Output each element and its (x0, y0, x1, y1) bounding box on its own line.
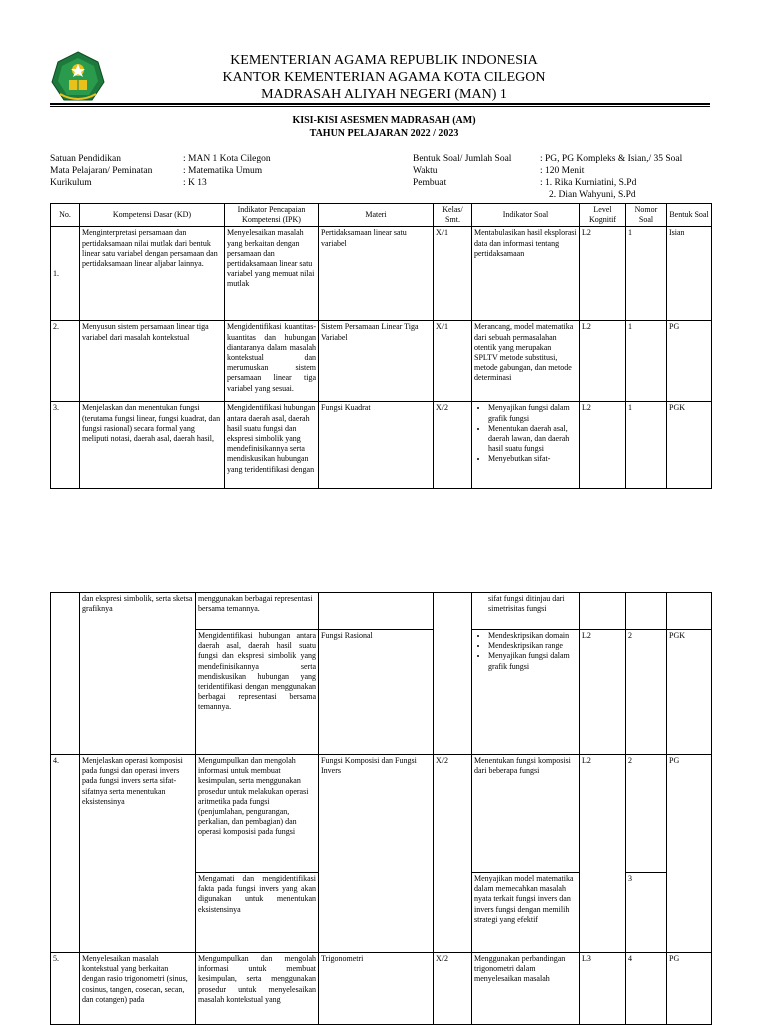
letterhead-line1: KEMENTERIAN AGAMA REPUBLIK INDONESIA (230, 53, 538, 68)
kisi-table-page2 (50, 592, 712, 1025)
meta-pembuat-label: Pembuat (413, 178, 447, 188)
letterhead-rule-thin (50, 106, 710, 107)
cell-ipk: Mengidentifikasi hubungan antara daerah asal, daerah hasil suatu fungsi dan ekspresi simbolik yang mendefinisikannya serta mendiskusikan hubungan yang teridentifikasi dengan (225, 402, 319, 489)
cell-materi (319, 593, 434, 630)
col-header-nomor: Nomor Soal (626, 204, 667, 227)
cell-ipk: Mengamati dan mengidentifikasi fakta pada fungsi invers yang akan digunakan untuk menentukan eksistensinya (196, 873, 319, 953)
cell-ipk: Mengidentifikasi kuantitas-kuantitas dan hubungan diantaranya dalam masalah kontekstual dan merumuskan sistem persamaan linear tiga variabel yang sesuai. (225, 321, 319, 402)
table-header-row (51, 204, 712, 227)
meta-satuan-label: Satuan Pendidikan (50, 154, 121, 164)
cell-bentuk: Isian (667, 227, 712, 321)
col-header-indikator: Indikator Soal (472, 204, 580, 227)
meta-bentuk-label: Bentuk Soal/ Jumlah Soal (413, 154, 512, 164)
cell-kelas: X/2 (434, 402, 472, 489)
cell-level: L2 (580, 321, 626, 402)
cell-no: 5. (51, 953, 80, 1025)
cell-indikator (472, 630, 580, 755)
cell-bentuk: PGK (667, 630, 712, 755)
meta-mapel-value: : Matematika Umum (183, 166, 263, 176)
cell-materi: Fungsi Kuadrat (319, 402, 434, 489)
cell-indikator: Menggunakan perbandingan trigonometri dalam menyelesaikan masalah (472, 953, 580, 1025)
cell-bentuk: PG (667, 953, 712, 1025)
col-header-materi: Materi (319, 204, 434, 227)
meta-waktu-label: Waktu (413, 166, 438, 176)
meta-bentuk-value: : PG, PG Kompleks & Isian,/ 35 Soal (540, 154, 683, 164)
cell-indikator: Merancang, model matematika dari sebuah permasalahan otentik yang merupakan SPLTV metode substitusi, metode gabungan, dan metode determinasi (472, 321, 580, 402)
cell-nomor: 1 (626, 321, 667, 402)
table-row (51, 755, 712, 873)
cell-nomor: 4 (626, 953, 667, 1025)
cell-nomor: 3 (626, 873, 667, 953)
cell-indikator: Mentabulasikan hasil eksplorasi data dan informasi tentang pertidaksamaan (472, 227, 580, 321)
cell-no (51, 593, 80, 755)
cell-kd: Menginterpretasi persamaan dan pertidaksamaan nilai mutlak dari bentuk linear satu variabel dengan persamaan dan pertidaksamaan linear aljabar lainnya. (80, 227, 225, 321)
cell-no: 3. (51, 402, 80, 489)
table-row (51, 593, 712, 630)
cell-kelas: X/2 (434, 953, 472, 1025)
list-item: • Menyebutkan sifat- (488, 454, 577, 464)
meta-satuan-value: : MAN 1 Kota Cilegon (183, 154, 271, 164)
cell-nomor: 1 (626, 227, 667, 321)
list-item: • Menyajikan fungsi dalam grafik fungsi (488, 651, 577, 671)
cell-bentuk: PGK (667, 402, 712, 489)
cell-kd: dan ekspresi simbolik, serta sketsa grafiknya (80, 593, 196, 755)
cell-ipk: Mengumpulkan dan mengolah informasi untuk membuat kesimpulan, serta menggunakan prosedur untuk melakukan operasi aritmetika pada fungsi (penjumlahan, pengurangan, perkalian, dan pembagian) dan operasi komposisi pada fungsi (196, 755, 319, 873)
cell-level: L2 (580, 755, 626, 953)
col-header-level: Level Kognitif (580, 204, 626, 227)
list-item: • Menentukan daerah asal, daerah lawan, dan daerah hasil suatu fungsi (488, 424, 577, 455)
table-row (51, 953, 712, 1025)
document-title: KISI-KISI ASESMEN MADRASAH (AM) (292, 115, 476, 126)
letterhead-line3: MADRASAH ALIYAH NEGERI (MAN) 1 (261, 87, 507, 102)
cell-level: L3 (580, 953, 626, 1025)
col-header-kelas: Kelas/ Smt. (434, 204, 472, 227)
table-row (51, 402, 712, 489)
cell-ipk: Mengidentifikasi hubungan antara daerah asal, daerah hasil suatu fungsi dan ekspresi simbolik yang mendefinisikannya serta mendiskusikan hubungan yang teridentifikasi dengan menggunakan berbagai representasi bersama temannya. (196, 630, 319, 755)
cell-no: 2. (51, 321, 80, 402)
document-subtitle: TAHUN PELAJARAN 2022 / 2023 (309, 128, 459, 139)
meta-kurikulum-value: : K 13 (183, 178, 207, 188)
cell-nomor (626, 593, 667, 630)
kisi-table-page1 (50, 203, 712, 489)
cell-ipk: Menyelesaikan masalah yang berkaitan dengan persamaan dan pertidaksamaan linear satu variabel yang memuat nilai mutlak (225, 227, 319, 321)
cell-level: L2 (580, 402, 626, 489)
cell-level: L2 (580, 227, 626, 321)
cell-kd: Menyusun sistem persamaan linear tiga variabel dari masalah kontekstual (80, 321, 225, 402)
cell-nomor: 2 (626, 755, 667, 873)
cell-indikator: sifat fungsi ditinjau dari simetrisitas fungsi (472, 593, 580, 630)
col-header-no: No. (51, 204, 80, 227)
col-header-ipk: Indikator Pencapaian Kompetensi (IPK) (225, 204, 319, 227)
indikator-list (474, 631, 577, 672)
indikator-list (474, 403, 577, 464)
cell-no: 1. (51, 227, 80, 321)
cell-materi: Trigonometri (319, 953, 434, 1025)
cell-materi: Pertidaksamaan linear satu variabel (319, 227, 434, 321)
table-row (51, 321, 712, 402)
cell-materi: Sistem Persamaan Linear Tiga Variabel (319, 321, 434, 402)
letterhead-line2: KANTOR KEMENTERIAN AGAMA KOTA CILEGON (222, 70, 546, 85)
meta-waktu-value: : 120 Menit (540, 166, 585, 176)
cell-indikator: Menentukan fungsi komposisi dari beberapa fungsi (472, 755, 580, 873)
cell-kelas (434, 593, 472, 755)
cell-indikator (472, 402, 580, 489)
cell-kelas: X/1 (434, 227, 472, 321)
cell-materi: Fungsi Komposisi dan Fungsi Invers (319, 755, 434, 953)
cell-ipk: Mengumpulkan dan mengolah informasi untuk membuat kesimpulan, serta menggunakan prosedur untuk menyelesaikan masalah kontekstual yang (196, 953, 319, 1025)
meta-pembuat-value2: 2. Dian Wahyuni, S.Pd (549, 190, 636, 200)
cell-materi: Fungsi Rasional (319, 630, 434, 755)
meta-pembuat-value1: : 1. Rika Kurniatini, S.Pd (540, 178, 637, 188)
cell-nomor: 2 (626, 630, 667, 755)
cell-bentuk (667, 593, 712, 630)
list-item: • Menyajikan fungsi dalam grafik fungsi (488, 403, 577, 423)
meta-mapel-label: Mata Pelajaran/ Peminatan (50, 166, 153, 176)
meta-kurikulum-label: Kurikulum (50, 178, 92, 188)
cell-nomor: 1 (626, 402, 667, 489)
list-item: • Mendeskripsikan domain (488, 631, 577, 641)
table-row (51, 227, 712, 321)
cell-kelas: X/1 (434, 321, 472, 402)
cell-bentuk: PG (667, 321, 712, 402)
cell-level: L2 (580, 630, 626, 755)
cell-level (580, 593, 626, 630)
cell-kd: Menjelaskan operasi komposisi pada fungsi dan operasi invers pada fungsi invers serta sifat-sifatnya serta menentukan eksistensinya (80, 755, 196, 953)
letterhead-rule (50, 103, 710, 105)
cell-indikator: Menyajikan model matematika dalam memecahkan masalah nyata terkait fungsi invers dan invers fungsi dengan memilih strategi yang efektif (472, 873, 580, 953)
col-header-kd: Kompetensi Dasar (KD) (80, 204, 225, 227)
col-header-bentuk: Bentuk Soal (667, 204, 712, 227)
cell-kd: Menyelesaikan masalah kontekstual yang berkaitan dengan rasio trigonometri (sinus, cosinus, tangen, cosecan, secan, dan cotangen) pada (80, 953, 196, 1025)
cell-kelas: X/2 (434, 755, 472, 953)
list-item: • Mendeskripsikan range (488, 641, 577, 651)
cell-kd: Menjelaskan dan menentukan fungsi (terutama fungsi linear, fungsi kuadrat, dan fungsi rasional) secara formal yang meliputi notasi, daerah asal, daerah hasil, (80, 402, 225, 489)
cell-bentuk: PG (667, 755, 712, 953)
cell-ipk: menggunakan berbagai representasi bersama temannya. (196, 593, 319, 630)
cell-no: 4. (51, 755, 80, 953)
